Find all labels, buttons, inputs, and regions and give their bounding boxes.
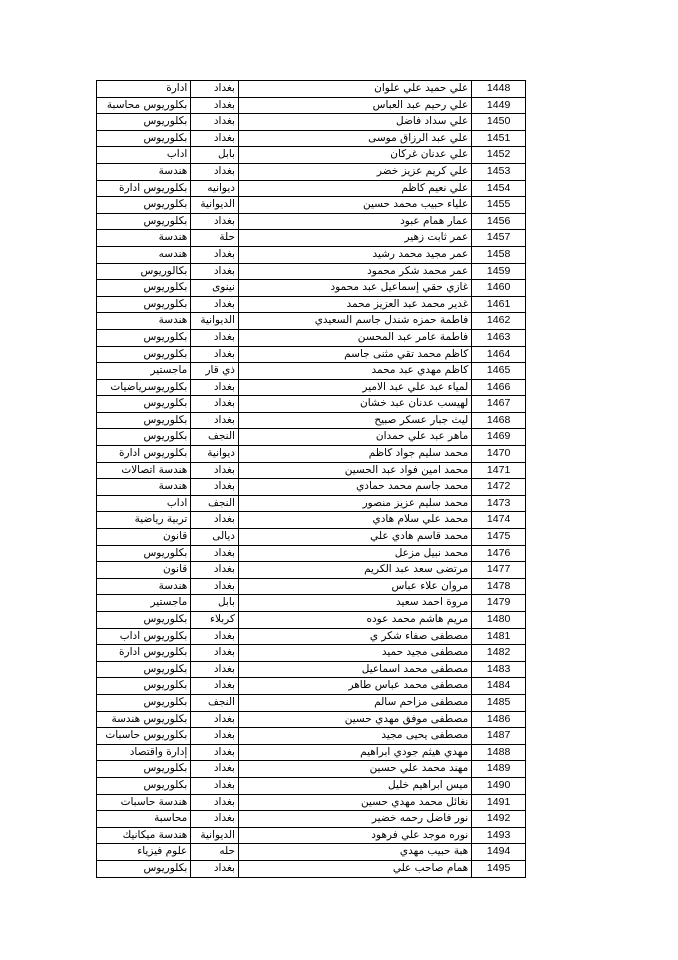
table-row	[97, 329, 526, 346]
city-cell: بغداد	[191, 661, 239, 678]
table-row	[97, 479, 526, 496]
qualification-cell: بكلوريوس	[97, 396, 191, 413]
number-cell: 1477	[472, 562, 526, 579]
qualification-cell: اداب	[97, 147, 191, 164]
city-cell: بغداد	[191, 628, 239, 645]
number-cell: 1467	[472, 396, 526, 413]
qualification-cell: ماجستير	[97, 595, 191, 612]
qualification-cell: بكلوريوس	[97, 860, 191, 877]
name-cell: فاطمة عامر عبد المحسن	[238, 329, 471, 346]
city-cell: حلة	[191, 230, 239, 247]
city-cell: ذي قار	[191, 363, 239, 380]
city-cell: بغداد	[191, 379, 239, 396]
city-cell: بغداد	[191, 163, 239, 180]
number-cell: 1456	[472, 213, 526, 230]
city-cell: ديوانيه	[191, 180, 239, 197]
city-cell: بغداد	[191, 396, 239, 413]
number-cell: 1479	[472, 595, 526, 612]
qualification-cell: بكلوريوس	[97, 545, 191, 562]
number-cell: 1463	[472, 329, 526, 346]
name-cell: محمد سليم جواد كاظم	[238, 446, 471, 463]
city-cell: بابل	[191, 595, 239, 612]
city-cell: الديوانية	[191, 313, 239, 330]
table-row	[97, 379, 526, 396]
name-cell: هبة حبيب مهدي	[238, 844, 471, 861]
name-cell: علي سداد فاضل	[238, 114, 471, 131]
qualification-cell: بكلوريوس	[97, 429, 191, 446]
number-cell: 1470	[472, 446, 526, 463]
table-row	[97, 412, 526, 429]
city-cell: بغداد	[191, 263, 239, 280]
name-cell: نوره موجد علي فرهود	[238, 827, 471, 844]
city-cell: بغداد	[191, 794, 239, 811]
qualification-cell: بكلوريوس	[97, 197, 191, 214]
number-cell: 1451	[472, 130, 526, 147]
roster-body	[97, 81, 526, 878]
number-cell: 1462	[472, 313, 526, 330]
name-cell: ماهر عبد علي حمدان	[238, 429, 471, 446]
table-row	[97, 81, 526, 98]
number-cell: 1483	[472, 661, 526, 678]
table-row	[97, 711, 526, 728]
name-cell: مصطفى محمد عباس طاهر	[238, 678, 471, 695]
name-cell: مصطفى موفق مهدي حسين	[238, 711, 471, 728]
table-row	[97, 114, 526, 131]
qualification-cell: تربية رياضية	[97, 512, 191, 529]
qualification-cell: قانون	[97, 562, 191, 579]
city-cell: النجف	[191, 429, 239, 446]
table-row	[97, 844, 526, 861]
table-row	[97, 230, 526, 247]
table-row	[97, 562, 526, 579]
name-cell: عمر محمد شكر محمود	[238, 263, 471, 280]
qualification-cell: هندسة	[97, 479, 191, 496]
number-cell: 1465	[472, 363, 526, 380]
table-row	[97, 529, 526, 546]
city-cell: بغداد	[191, 728, 239, 745]
number-cell: 1487	[472, 728, 526, 745]
qualification-cell: بكلوريوس حاسبات	[97, 728, 191, 745]
table-row	[97, 246, 526, 263]
number-cell: 1450	[472, 114, 526, 131]
name-cell: همام صاحب علي	[238, 860, 471, 877]
table-row	[97, 595, 526, 612]
city-cell: بغداد	[191, 811, 239, 828]
table-row	[97, 777, 526, 794]
table-row	[97, 628, 526, 645]
qualification-cell: هندسة حاسبات	[97, 794, 191, 811]
table-row	[97, 346, 526, 363]
table-row	[97, 612, 526, 629]
number-cell: 1486	[472, 711, 526, 728]
qualification-cell: بكلوريوس	[97, 329, 191, 346]
table-row	[97, 130, 526, 147]
number-cell: 1459	[472, 263, 526, 280]
qualification-cell: ادارة	[97, 81, 191, 98]
city-cell: بغداد	[191, 412, 239, 429]
number-cell: 1492	[472, 811, 526, 828]
table-row	[97, 728, 526, 745]
name-cell: مصطفى يحيى مجيد	[238, 728, 471, 745]
number-cell: 1458	[472, 246, 526, 263]
number-cell: 1489	[472, 761, 526, 778]
city-cell: بغداد	[191, 545, 239, 562]
qualification-cell: هندسة	[97, 313, 191, 330]
name-cell: علي كريم عزيز خضر	[238, 163, 471, 180]
name-cell: محمد علي سلام هادي	[238, 512, 471, 529]
table-row	[97, 827, 526, 844]
city-cell: ديالى	[191, 529, 239, 546]
name-cell: مروة احمد سعيد	[238, 595, 471, 612]
table-row	[97, 396, 526, 413]
number-cell: 1472	[472, 479, 526, 496]
qualification-cell: هندسة	[97, 578, 191, 595]
qualification-cell: بكلوريوس	[97, 761, 191, 778]
name-cell: عمر ثابت زهير	[238, 230, 471, 247]
number-cell: 1457	[472, 230, 526, 247]
name-cell: غازي حقي إسماعيل عبد محمود	[238, 280, 471, 297]
name-cell: فاطمة حمزه شندل جاسم السعيدي	[238, 313, 471, 330]
name-cell: محمد قاسم هادي علي	[238, 529, 471, 546]
table-row	[97, 446, 526, 463]
table-row	[97, 794, 526, 811]
qualification-cell: هندسة	[97, 230, 191, 247]
table-row	[97, 296, 526, 313]
qualification-cell: بكلوريوس	[97, 114, 191, 131]
name-cell: علي عدنان غركان	[238, 147, 471, 164]
number-cell: 1471	[472, 462, 526, 479]
name-cell: محمد سليم عزيز منصور	[238, 495, 471, 512]
qualification-cell: بكلوريوس	[97, 346, 191, 363]
number-cell: 1493	[472, 827, 526, 844]
name-cell: مصطفى محمد اسماعيل	[238, 661, 471, 678]
number-cell: 1455	[472, 197, 526, 214]
qualification-cell: علوم فيزياء	[97, 844, 191, 861]
name-cell: مصطفى مجيد حميد	[238, 645, 471, 662]
name-cell: ميس ابراهيم خليل	[238, 777, 471, 794]
table-row	[97, 280, 526, 297]
number-cell: 1488	[472, 744, 526, 761]
city-cell: بغداد	[191, 346, 239, 363]
name-cell: مريم هاشم محمد عوده	[238, 612, 471, 629]
number-cell: 1490	[472, 777, 526, 794]
name-cell: نور فاضل رحمه خضير	[238, 811, 471, 828]
name-cell: لمياء عبد علي عبد الامير	[238, 379, 471, 396]
name-cell: محمد امين فواد عبد الحسين	[238, 462, 471, 479]
name-cell: مصطفى صفاء شكر ي	[238, 628, 471, 645]
number-cell: 1482	[472, 645, 526, 662]
number-cell: 1491	[472, 794, 526, 811]
name-cell: كاظم محمد تقي مثنى جاسم	[238, 346, 471, 363]
number-cell: 1478	[472, 578, 526, 595]
qualification-cell: بكلوريوس ادارة	[97, 446, 191, 463]
roster-sheet	[96, 80, 526, 878]
city-cell: كربلاء	[191, 612, 239, 629]
name-cell: علي حميد علي علوان	[238, 81, 471, 98]
qualification-cell: بكلوريوس	[97, 130, 191, 147]
city-cell: بغداد	[191, 744, 239, 761]
table-row	[97, 761, 526, 778]
city-cell: بغداد	[191, 114, 239, 131]
table-row	[97, 744, 526, 761]
number-cell: 1480	[472, 612, 526, 629]
qualification-cell: هندسة اتصالات	[97, 462, 191, 479]
name-cell: مهند محمد علي حسين	[238, 761, 471, 778]
city-cell: الديوانية	[191, 827, 239, 844]
qualification-cell: بكلوريوس	[97, 777, 191, 794]
city-cell: بغداد	[191, 761, 239, 778]
city-cell: بغداد	[191, 645, 239, 662]
number-cell: 1476	[472, 545, 526, 562]
number-cell: 1452	[472, 147, 526, 164]
table-row	[97, 429, 526, 446]
number-cell: 1495	[472, 860, 526, 877]
name-cell: مهدي هيثم جودي ابراهيم	[238, 744, 471, 761]
table-row	[97, 213, 526, 230]
city-cell: بغداد	[191, 329, 239, 346]
name-cell: محمد نبيل مزعل	[238, 545, 471, 562]
name-cell: مرتضى سعد عبد الكريم	[238, 562, 471, 579]
name-cell: علي نعيم كاظم	[238, 180, 471, 197]
table-row	[97, 811, 526, 828]
qualification-cell: بكلوريوسرياضيات	[97, 379, 191, 396]
table-row	[97, 694, 526, 711]
number-cell: 1454	[472, 180, 526, 197]
city-cell: بغداد	[191, 81, 239, 98]
name-cell: لهيسب عدنان عبد خشان	[238, 396, 471, 413]
city-cell: بغداد	[191, 562, 239, 579]
qualification-cell: اداب	[97, 495, 191, 512]
table-row	[97, 363, 526, 380]
table-row	[97, 147, 526, 164]
city-cell: ديوانية	[191, 446, 239, 463]
qualification-cell: هندسة	[97, 163, 191, 180]
number-cell: 1473	[472, 495, 526, 512]
name-cell: عمر مجيد محمد رشيد	[238, 246, 471, 263]
table-row	[97, 512, 526, 529]
number-cell: 1468	[472, 412, 526, 429]
qualification-cell: بكالوريوس	[97, 263, 191, 280]
city-cell: النجف	[191, 495, 239, 512]
qualification-cell: ماجستير	[97, 363, 191, 380]
table-row	[97, 462, 526, 479]
table-row	[97, 661, 526, 678]
city-cell: بابل	[191, 147, 239, 164]
name-cell: كاظم مهدي عبد محمد	[238, 363, 471, 380]
table-row	[97, 645, 526, 662]
city-cell: نينوى	[191, 280, 239, 297]
city-cell: بغداد	[191, 777, 239, 794]
table-row	[97, 197, 526, 214]
city-cell: بغداد	[191, 213, 239, 230]
qualification-cell: بكلوريوس	[97, 694, 191, 711]
number-cell: 1485	[472, 694, 526, 711]
city-cell: بغداد	[191, 711, 239, 728]
qualification-cell: بكلوريوس اداب	[97, 628, 191, 645]
table-row	[97, 163, 526, 180]
number-cell: 1464	[472, 346, 526, 363]
name-cell: نغائل محمد مهدي حسين	[238, 794, 471, 811]
city-cell: النجف	[191, 694, 239, 711]
city-cell: بغداد	[191, 97, 239, 114]
roster-table	[96, 80, 526, 878]
city-cell: بغداد	[191, 479, 239, 496]
number-cell: 1481	[472, 628, 526, 645]
qualification-cell: بكلوريوس	[97, 213, 191, 230]
table-row	[97, 860, 526, 877]
table-row	[97, 97, 526, 114]
table-row	[97, 495, 526, 512]
city-cell: بغداد	[191, 296, 239, 313]
number-cell: 1461	[472, 296, 526, 313]
number-cell: 1469	[472, 429, 526, 446]
number-cell: 1466	[472, 379, 526, 396]
qualification-cell: بكلوريوس هندسة	[97, 711, 191, 728]
city-cell: بغداد	[191, 860, 239, 877]
name-cell: علي رحيم عبد العباس	[238, 97, 471, 114]
qualification-cell: بكلوريوس ادارة	[97, 180, 191, 197]
table-row	[97, 578, 526, 595]
name-cell: علياء حبيب محمد حسين	[238, 197, 471, 214]
table-row	[97, 313, 526, 330]
qualification-cell: بكلوريوس	[97, 612, 191, 629]
name-cell: ليث جبار عسكر صبيح	[238, 412, 471, 429]
qualification-cell: هندسه	[97, 246, 191, 263]
name-cell: علي عبد الرزاق موسى	[238, 130, 471, 147]
qualification-cell: بكلوريوس	[97, 678, 191, 695]
city-cell: بغداد	[191, 246, 239, 263]
qualification-cell: هندسة ميكانيك	[97, 827, 191, 844]
name-cell: مصطفى مزاحم سالم	[238, 694, 471, 711]
city-cell: بغداد	[191, 512, 239, 529]
table-row	[97, 263, 526, 280]
city-cell: بغداد	[191, 462, 239, 479]
qualification-cell: قانون	[97, 529, 191, 546]
table-row	[97, 545, 526, 562]
table-row	[97, 180, 526, 197]
number-cell: 1475	[472, 529, 526, 546]
city-cell: حله	[191, 844, 239, 861]
table-row	[97, 678, 526, 695]
qualification-cell: بكلوريوس ادارة	[97, 645, 191, 662]
number-cell: 1494	[472, 844, 526, 861]
qualification-cell: إدارة واقتصاد	[97, 744, 191, 761]
qualification-cell: بكلوريوس	[97, 280, 191, 297]
number-cell: 1449	[472, 97, 526, 114]
number-cell: 1448	[472, 81, 526, 98]
qualification-cell: بكلوريوس	[97, 661, 191, 678]
city-cell: الديوانية	[191, 197, 239, 214]
number-cell: 1474	[472, 512, 526, 529]
qualification-cell: بكلوريوس	[97, 412, 191, 429]
qualification-cell: محاسبة	[97, 811, 191, 828]
qualification-cell: بكلوريوس	[97, 296, 191, 313]
city-cell: بغداد	[191, 578, 239, 595]
number-cell: 1484	[472, 678, 526, 695]
name-cell: عمار همام عبود	[238, 213, 471, 230]
number-cell: 1460	[472, 280, 526, 297]
number-cell: 1453	[472, 163, 526, 180]
qualification-cell: بكلوريوس محاسبة	[97, 97, 191, 114]
name-cell: مروان علاء عباس	[238, 578, 471, 595]
name-cell: غدير محمد عبد العزيز محمد	[238, 296, 471, 313]
name-cell: محمد جاسم محمد حمادي	[238, 479, 471, 496]
city-cell: بغداد	[191, 130, 239, 147]
city-cell: بغداد	[191, 678, 239, 695]
